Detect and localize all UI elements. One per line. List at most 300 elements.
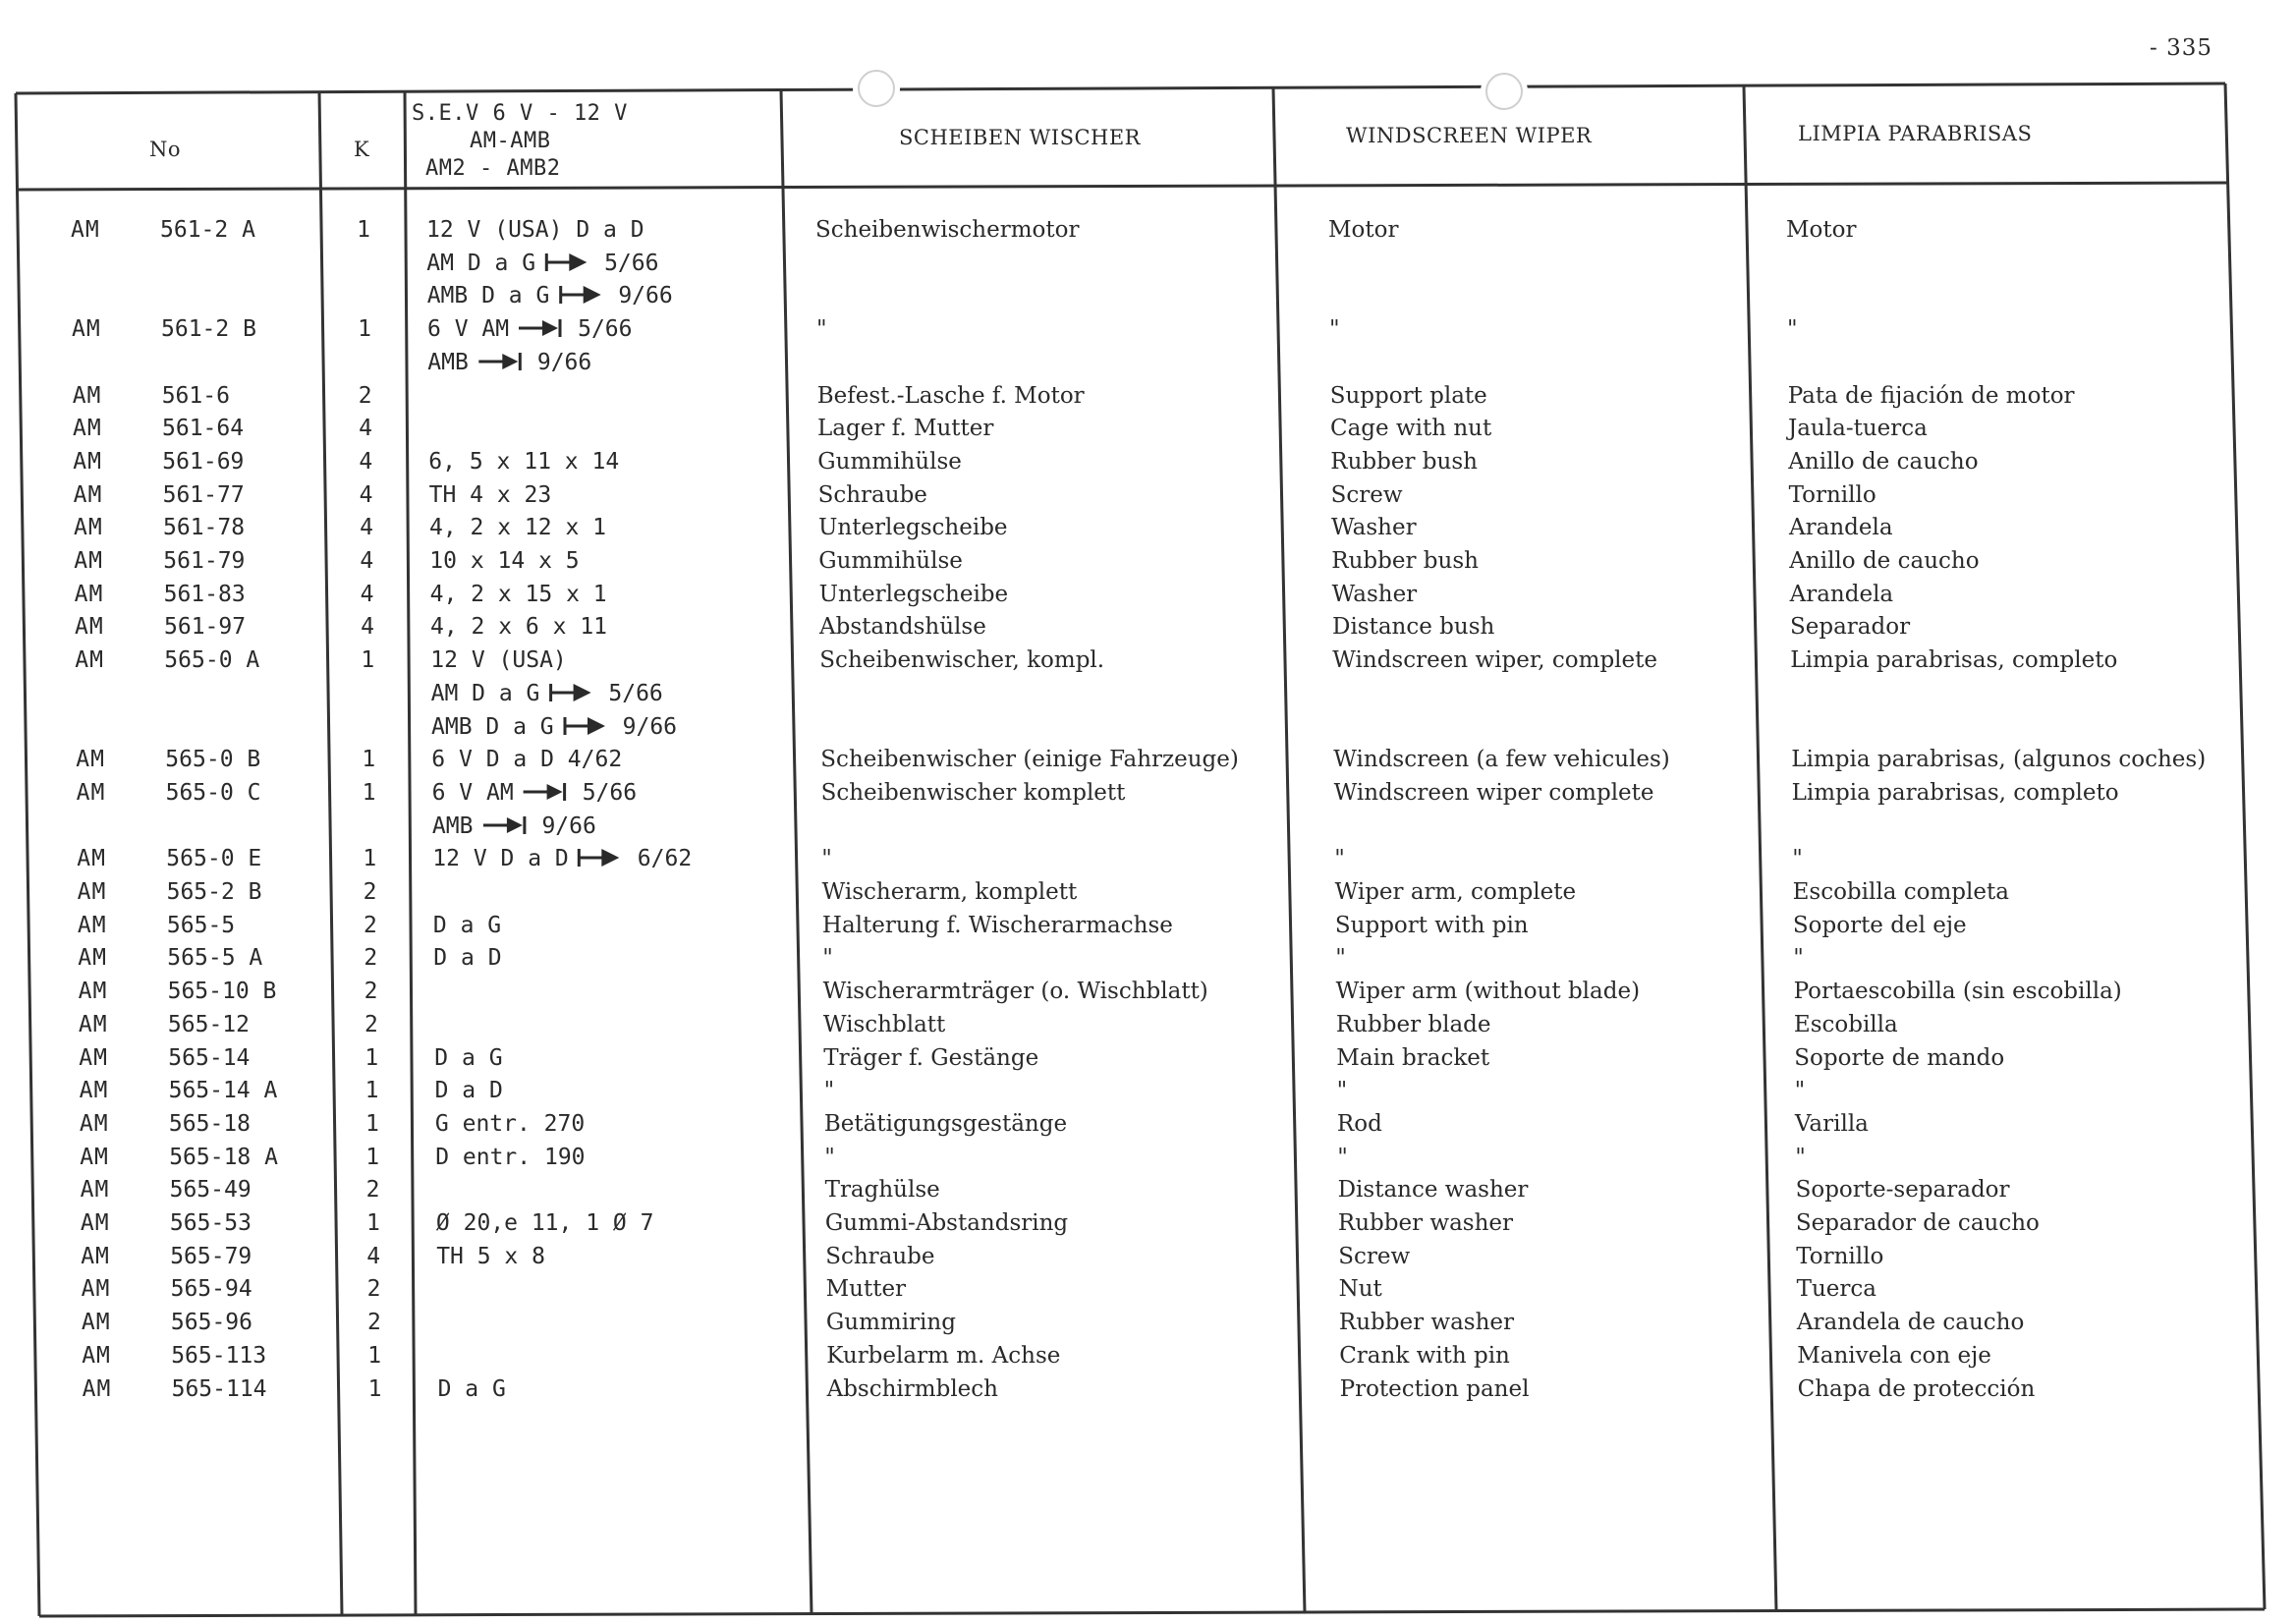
variant-spec-text: TH 5 x 8 bbox=[436, 1243, 545, 1269]
table-row bbox=[8, 1009, 2296, 1041]
header-no: No bbox=[149, 138, 182, 161]
from-date-arrow-icon bbox=[543, 252, 596, 273]
german-description: Schraube bbox=[825, 1243, 935, 1269]
german-description: Schraube bbox=[817, 481, 927, 508]
header-sev-line1: S.E.V 6 V - 12 V bbox=[412, 101, 628, 126]
variant-spec bbox=[432, 811, 596, 843]
german-description: Befest.-Lasche f. Motor bbox=[816, 382, 1085, 409]
spanish-description: Soporte de mando bbox=[1794, 1044, 2005, 1071]
spanish-description: " bbox=[1792, 846, 1803, 872]
table-row bbox=[5, 678, 2296, 710]
from-date-arrow-icon bbox=[547, 682, 600, 703]
english-description: Distance washer bbox=[1337, 1177, 1529, 1204]
german-description: Wischblatt bbox=[822, 1011, 946, 1037]
table-row bbox=[6, 777, 2296, 810]
part-number: 565-113 bbox=[171, 1342, 267, 1369]
part-prefix: AM bbox=[80, 1210, 110, 1236]
part-prefix: AM bbox=[77, 912, 107, 938]
table-row bbox=[6, 843, 2296, 875]
quantity: 2 bbox=[366, 1276, 381, 1303]
table-row bbox=[0, 214, 2296, 247]
quantity: 1 bbox=[364, 1078, 379, 1104]
spanish-description: Portaescobilla (sin escobilla) bbox=[1793, 979, 2122, 1005]
header-k: K bbox=[354, 138, 370, 161]
part-prefix: AM bbox=[73, 448, 103, 475]
variant-spec bbox=[436, 1241, 545, 1273]
variant-spec bbox=[433, 910, 501, 942]
spanish-description: Pata de fijación de motor bbox=[1787, 382, 2075, 409]
english-description: " bbox=[1335, 945, 1346, 972]
german-description: " bbox=[824, 1144, 835, 1170]
variant-spec bbox=[429, 512, 606, 544]
quantity: 4 bbox=[359, 448, 373, 475]
variant-spec-text: 4, 2 x 6 x 11 bbox=[430, 614, 608, 641]
table-row bbox=[8, 1042, 2296, 1075]
part-prefix: AM bbox=[79, 1110, 109, 1137]
table-row bbox=[10, 1241, 2296, 1273]
spanish-description: Escobilla bbox=[1793, 1011, 1898, 1037]
table-row bbox=[9, 1142, 2296, 1174]
part-number: 565-5 bbox=[166, 912, 236, 938]
quantity: 1 bbox=[364, 1110, 379, 1137]
frame-bottom-line bbox=[39, 1609, 2265, 1616]
variant-spec-text: AM D a G bbox=[430, 680, 540, 706]
quantity: 2 bbox=[364, 1011, 378, 1037]
variant-spec-text: D a D bbox=[434, 1078, 503, 1104]
table-row bbox=[1, 313, 2296, 346]
german-description: Wischerarmträger (o. Wischblatt) bbox=[822, 979, 1208, 1005]
variant-spec-text: D entr. 190 bbox=[435, 1144, 586, 1170]
part-prefix: AM bbox=[74, 581, 104, 607]
table-row bbox=[10, 1174, 2296, 1206]
table-row bbox=[1, 347, 2296, 379]
quantity: 2 bbox=[358, 382, 372, 409]
part-prefix: AM bbox=[81, 1276, 111, 1303]
part-number: 565-96 bbox=[170, 1310, 252, 1336]
part-prefix: AM bbox=[79, 1078, 109, 1104]
part-number: 565-12 bbox=[167, 1011, 250, 1037]
part-prefix: AM bbox=[77, 879, 107, 905]
quantity: 1 bbox=[358, 316, 371, 343]
part-prefix: AM bbox=[81, 1243, 110, 1269]
table-row bbox=[7, 942, 2296, 975]
variant-spec bbox=[432, 777, 637, 810]
header-sev-line3: AM2 - AMB2 bbox=[425, 156, 561, 181]
spanish-description: Limpia parabrisas, completo bbox=[1790, 647, 2118, 674]
spanish-description: " bbox=[1793, 945, 1804, 972]
binder-hole-right bbox=[1485, 73, 1523, 110]
quantity: 4 bbox=[360, 581, 374, 607]
variant-spec-text: G entr. 270 bbox=[434, 1110, 586, 1137]
english-description: " bbox=[1329, 316, 1340, 343]
english-description: Rubber washer bbox=[1338, 1310, 1515, 1336]
english-description: Washer bbox=[1331, 581, 1418, 607]
german-description: " bbox=[823, 1078, 835, 1104]
part-prefix: AM bbox=[77, 846, 107, 872]
table-row bbox=[8, 976, 2296, 1008]
quantity: 1 bbox=[367, 1342, 382, 1369]
page-number: - 335 bbox=[2150, 35, 2212, 61]
english-description: Protection panel bbox=[1339, 1375, 1530, 1402]
table-row bbox=[4, 611, 2296, 644]
variant-date: 5/66 bbox=[582, 779, 638, 806]
table-row bbox=[2, 446, 2296, 478]
table-row bbox=[5, 711, 2296, 744]
english-description: " bbox=[1336, 1078, 1348, 1104]
table-row bbox=[7, 910, 2296, 942]
german-description: Abschirmblech bbox=[826, 1375, 998, 1402]
english-description: Windscreen (a few vehicules) bbox=[1333, 747, 1670, 773]
table-row bbox=[0, 248, 2296, 280]
variant-spec-text: D a D bbox=[433, 945, 502, 972]
variant-spec-text: D a G bbox=[434, 1044, 503, 1071]
spanish-description: Soporte del eje bbox=[1792, 912, 1967, 938]
spanish-description: Separador bbox=[1790, 614, 1911, 641]
table-row bbox=[4, 644, 2296, 677]
german-description: Scheibenwischer (einige Fahrzeuge) bbox=[820, 747, 1239, 773]
part-prefix: AM bbox=[79, 1044, 109, 1071]
variant-spec-text: 12 V (USA) D a D bbox=[426, 217, 644, 243]
spanish-description: " bbox=[1787, 316, 1798, 343]
table-row bbox=[11, 1273, 2296, 1306]
quantity: 2 bbox=[364, 945, 378, 972]
part-number: 561-78 bbox=[163, 515, 246, 541]
english-description: Crank with pin bbox=[1339, 1342, 1510, 1369]
table-row bbox=[7, 876, 2296, 909]
english-description: " bbox=[1337, 1144, 1348, 1170]
table-row bbox=[4, 579, 2296, 611]
variant-date: 9/66 bbox=[618, 283, 673, 309]
header-english: WINDSCREEN WIPER bbox=[1346, 124, 1593, 147]
part-number: 561-69 bbox=[162, 448, 245, 475]
spanish-description: Chapa de protección bbox=[1797, 1375, 2036, 1402]
english-description: Rod bbox=[1336, 1110, 1382, 1137]
english-description: " bbox=[1334, 846, 1345, 872]
spanish-description: Anillo de caucho bbox=[1789, 548, 1980, 574]
part-number: 565-5 A bbox=[167, 945, 263, 972]
variant-spec bbox=[426, 214, 644, 247]
quantity: 4 bbox=[359, 416, 372, 442]
german-description: Traghülse bbox=[824, 1177, 940, 1204]
part-prefix: AM bbox=[81, 1310, 111, 1336]
table-row bbox=[10, 1207, 2296, 1240]
part-number: 565-10 B bbox=[167, 979, 277, 1005]
german-description: Mutter bbox=[825, 1276, 907, 1303]
part-prefix: AM bbox=[78, 945, 108, 972]
spanish-description: " bbox=[1794, 1078, 1806, 1104]
spanish-description: " bbox=[1795, 1144, 1806, 1170]
english-description: Motor bbox=[1328, 217, 1399, 243]
table-row bbox=[12, 1373, 2296, 1406]
german-description: Betätigungsgestänge bbox=[823, 1110, 1068, 1137]
quantity: 2 bbox=[363, 879, 377, 905]
until-date-arrow-icon bbox=[476, 351, 530, 372]
from-date-arrow-icon bbox=[562, 715, 615, 737]
part-prefix: AM bbox=[73, 481, 103, 508]
part-number: 565-0 A bbox=[164, 647, 260, 674]
spanish-description: Anillo de caucho bbox=[1788, 448, 1979, 475]
german-description: Scheibenwischer komplett bbox=[820, 779, 1126, 806]
english-description: Rubber washer bbox=[1337, 1210, 1514, 1236]
variant-spec bbox=[433, 942, 501, 975]
part-prefix: AM bbox=[80, 1144, 109, 1170]
part-number: 565-18 A bbox=[169, 1144, 278, 1170]
part-prefix: AM bbox=[78, 979, 108, 1005]
english-description: Screw bbox=[1330, 481, 1403, 508]
english-description: Support plate bbox=[1329, 382, 1487, 409]
german-description: Halterung f. Wischerarmachse bbox=[821, 912, 1173, 938]
german-description: Gummihülse bbox=[818, 548, 963, 574]
english-description: Wiper arm, complete bbox=[1334, 879, 1577, 905]
spanish-description: Arandela de caucho bbox=[1796, 1310, 2025, 1336]
variant-date: 5/66 bbox=[608, 680, 663, 706]
german-description: Scheibenwischermotor bbox=[815, 217, 1080, 243]
german-description: Gummi-Abstandsring bbox=[824, 1210, 1069, 1236]
variant-spec bbox=[436, 1207, 654, 1240]
part-prefix: AM bbox=[71, 217, 100, 243]
spanish-description: Tornillo bbox=[1796, 1243, 1884, 1269]
german-description: " bbox=[821, 846, 832, 872]
binder-hole-left bbox=[858, 70, 895, 107]
until-date-arrow-icon bbox=[522, 781, 575, 803]
header-spanish: LIMPIA PARABRISAS bbox=[1798, 122, 2033, 145]
part-prefix: AM bbox=[82, 1375, 112, 1402]
table-row bbox=[5, 744, 2296, 776]
variant-date: 5/66 bbox=[578, 316, 633, 343]
variant-spec-text: Ø 20,e 11, 1 Ø 7 bbox=[435, 1210, 654, 1236]
spanish-description: Arandela bbox=[1789, 515, 1893, 541]
quantity: 4 bbox=[360, 515, 373, 541]
quantity: 4 bbox=[359, 481, 373, 508]
table-row bbox=[9, 1108, 2296, 1141]
spanish-description: Manivela con eje bbox=[1797, 1342, 1991, 1369]
variant-spec bbox=[430, 611, 607, 644]
spanish-description: Tornillo bbox=[1788, 481, 1876, 508]
header-sev-line2: AM-AMB bbox=[470, 129, 551, 153]
variant-date: 5/66 bbox=[604, 250, 659, 276]
variant-spec-text: D a G bbox=[432, 912, 502, 938]
variant-spec bbox=[431, 711, 677, 744]
variant-spec-text: 12 V (USA) bbox=[430, 647, 567, 674]
part-prefix: AM bbox=[75, 647, 105, 674]
variant-spec bbox=[431, 744, 622, 776]
part-prefix: AM bbox=[76, 747, 106, 773]
variant-spec bbox=[429, 479, 552, 512]
from-date-arrow-icon bbox=[577, 847, 630, 868]
spanish-description: Arandela bbox=[1789, 581, 1894, 607]
quantity: 1 bbox=[364, 1044, 379, 1071]
header-separator-line bbox=[18, 183, 2227, 190]
variant-spec-text: 12 V D a D bbox=[432, 846, 569, 872]
part-number: 561-6 bbox=[161, 382, 230, 409]
part-number: 561-2 A bbox=[160, 217, 255, 243]
until-date-arrow-icon bbox=[517, 317, 570, 339]
english-description: Main bracket bbox=[1336, 1044, 1490, 1071]
variant-spec-text: D a G bbox=[437, 1375, 506, 1402]
english-description: Nut bbox=[1338, 1276, 1382, 1303]
variant-spec bbox=[427, 313, 632, 346]
quantity: 1 bbox=[365, 1144, 380, 1170]
variant-spec-text: 10 x 14 x 5 bbox=[429, 548, 580, 574]
variant-spec bbox=[428, 446, 619, 478]
variant-spec bbox=[435, 1075, 503, 1107]
spanish-description: Varilla bbox=[1794, 1110, 1869, 1137]
german-description: Träger f. Gestänge bbox=[823, 1044, 1039, 1071]
part-number: 565-114 bbox=[171, 1375, 267, 1402]
spanish-description: Tuerca bbox=[1796, 1276, 1876, 1303]
part-number: 565-0 E bbox=[166, 846, 262, 872]
german-description: Lager f. Mutter bbox=[817, 416, 994, 442]
variant-spec-text: AMB bbox=[427, 349, 469, 375]
part-number: 565-94 bbox=[170, 1276, 252, 1303]
part-number: 565-49 bbox=[169, 1177, 252, 1204]
spanish-description: Limpia parabrisas, (algunos coches) bbox=[1791, 747, 2207, 773]
header-german: SCHEIBEN WISCHER bbox=[899, 126, 1141, 149]
part-number: 565-79 bbox=[170, 1243, 252, 1269]
from-date-arrow-icon bbox=[557, 284, 610, 306]
variant-spec-text: 6 V AM bbox=[431, 779, 514, 806]
table-row bbox=[3, 479, 2296, 512]
variant-spec bbox=[430, 579, 607, 611]
english-description: Cage with nut bbox=[1330, 416, 1492, 442]
quantity: 4 bbox=[360, 548, 374, 574]
part-number: 565-2 B bbox=[166, 879, 262, 905]
variant-spec-text: 4, 2 x 15 x 1 bbox=[429, 581, 607, 607]
table-row bbox=[11, 1340, 2296, 1372]
table-row bbox=[9, 1075, 2296, 1107]
english-description: Rubber bush bbox=[1331, 548, 1479, 574]
quantity: 1 bbox=[367, 1375, 382, 1402]
english-description: Rubber bush bbox=[1330, 448, 1478, 475]
variant-spec bbox=[429, 545, 579, 578]
quantity: 1 bbox=[357, 217, 370, 243]
frame-top-line bbox=[16, 84, 2225, 93]
variant-date: 6/62 bbox=[637, 846, 693, 872]
table-row bbox=[6, 811, 2296, 843]
quantity: 1 bbox=[361, 647, 375, 674]
german-description: Scheibenwischer, kompl. bbox=[819, 647, 1105, 674]
variant-date: 9/66 bbox=[622, 713, 678, 740]
quantity: 1 bbox=[362, 779, 376, 806]
part-number: 565-0 B bbox=[165, 747, 261, 773]
english-description: Windscreen wiper, complete bbox=[1332, 647, 1658, 674]
spanish-description: Escobilla completa bbox=[1792, 879, 2009, 905]
part-prefix: AM bbox=[75, 614, 104, 641]
german-description: Gummihülse bbox=[817, 448, 962, 475]
variant-spec bbox=[438, 1373, 506, 1406]
quantity: 2 bbox=[365, 1177, 380, 1204]
spanish-description: Limpia parabrisas, completo bbox=[1791, 779, 2119, 806]
table-row bbox=[11, 1307, 2296, 1339]
part-number: 565-18 bbox=[168, 1110, 251, 1137]
table-row bbox=[2, 380, 2296, 413]
english-description: Wiper arm (without blade) bbox=[1335, 979, 1641, 1005]
quantity: 1 bbox=[363, 846, 377, 872]
variant-spec bbox=[427, 280, 673, 312]
english-description: Distance bush bbox=[1332, 614, 1495, 641]
variant-date: 9/66 bbox=[541, 812, 596, 839]
german-description: " bbox=[816, 316, 827, 343]
variant-spec bbox=[434, 1042, 502, 1075]
variant-spec bbox=[435, 1142, 585, 1174]
part-prefix: AM bbox=[72, 316, 101, 343]
part-prefix: AM bbox=[72, 382, 102, 409]
part-prefix: AM bbox=[82, 1342, 111, 1369]
variant-spec-text: AMB D a G bbox=[426, 283, 550, 309]
quantity: 2 bbox=[364, 979, 378, 1005]
part-prefix: AM bbox=[73, 416, 102, 442]
german-description: Abstandshülse bbox=[819, 614, 986, 641]
part-number: 561-77 bbox=[162, 481, 245, 508]
spanish-description: Jaula-tuerca bbox=[1788, 416, 1928, 442]
part-prefix: AM bbox=[74, 548, 104, 574]
variant-spec-text: AMB D a G bbox=[431, 713, 554, 740]
german-description: Kurbelarm m. Achse bbox=[826, 1342, 1061, 1369]
variant-spec bbox=[432, 843, 692, 875]
until-date-arrow-icon bbox=[480, 814, 533, 836]
spanish-description: Separador de caucho bbox=[1795, 1210, 2040, 1236]
part-number: 565-14 bbox=[168, 1044, 251, 1071]
variant-spec-text: TH 4 x 23 bbox=[428, 481, 552, 508]
german-description: Wischerarm, komplett bbox=[821, 879, 1078, 905]
german-description: Gummiring bbox=[825, 1310, 956, 1336]
part-number: 565-14 A bbox=[168, 1078, 278, 1104]
variant-spec-text: 6 V AM bbox=[427, 316, 510, 343]
part-number: 561-64 bbox=[162, 416, 245, 442]
part-prefix: AM bbox=[80, 1177, 110, 1204]
quantity: 2 bbox=[363, 912, 377, 938]
spanish-description: Motor bbox=[1786, 217, 1857, 243]
variant-spec bbox=[435, 1108, 585, 1141]
quantity: 4 bbox=[361, 614, 374, 641]
english-description: Rubber blade bbox=[1335, 1011, 1491, 1037]
variant-spec bbox=[427, 347, 591, 379]
quantity: 4 bbox=[366, 1243, 381, 1269]
part-prefix: AM bbox=[78, 1011, 108, 1037]
part-number: 565-53 bbox=[169, 1210, 252, 1236]
english-description: Support with pin bbox=[1334, 912, 1529, 938]
variant-spec-text: 6 V D a D 4/62 bbox=[431, 747, 623, 773]
part-number: 561-79 bbox=[163, 548, 246, 574]
table-row bbox=[2, 413, 2296, 445]
english-description: Washer bbox=[1331, 515, 1417, 541]
variant-spec bbox=[430, 644, 566, 677]
variant-spec-text: AM D a G bbox=[426, 250, 536, 276]
german-description: " bbox=[822, 945, 833, 972]
variant-spec-text: 6, 5 x 11 x 14 bbox=[428, 448, 620, 475]
variant-spec bbox=[426, 248, 658, 280]
part-prefix: AM bbox=[76, 779, 106, 806]
table-row bbox=[3, 545, 2296, 578]
quantity: 1 bbox=[362, 747, 376, 773]
quantity: 1 bbox=[365, 1210, 380, 1236]
part-number: 565-0 C bbox=[165, 779, 261, 806]
english-description: Screw bbox=[1338, 1243, 1411, 1269]
german-description: Unterlegscheibe bbox=[818, 515, 1008, 541]
part-number: 561-83 bbox=[163, 581, 246, 607]
english-description: Windscreen wiper complete bbox=[1333, 779, 1654, 806]
table-row bbox=[1, 280, 2296, 312]
variant-spec-text: AMB bbox=[431, 812, 474, 839]
table-row bbox=[3, 512, 2296, 544]
quantity: 2 bbox=[366, 1310, 381, 1336]
part-prefix: AM bbox=[74, 515, 103, 541]
part-number: 561-97 bbox=[164, 614, 247, 641]
part-number: 561-2 B bbox=[161, 316, 256, 343]
variant-spec bbox=[431, 678, 663, 710]
spanish-description: Soporte-separador bbox=[1795, 1177, 2010, 1204]
variant-date: 9/66 bbox=[536, 349, 592, 375]
